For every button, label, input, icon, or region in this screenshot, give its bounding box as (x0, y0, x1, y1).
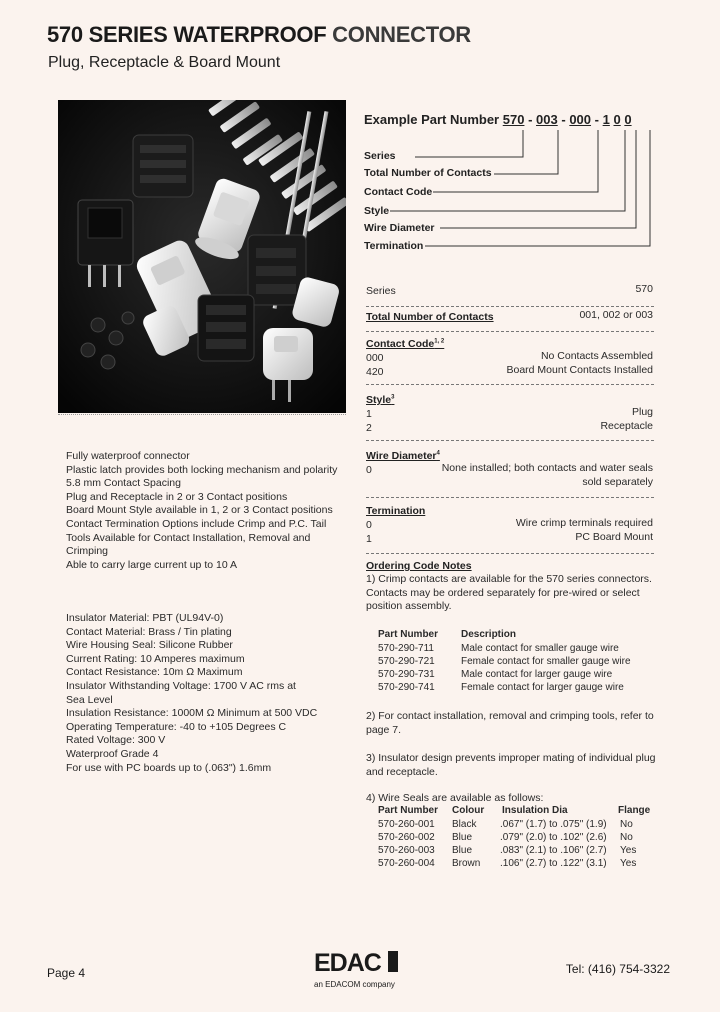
divider (366, 440, 654, 441)
seal-colour: Blue (452, 845, 473, 856)
spec-item: Insulator Withstanding Voltage: 1700 V AC rms at (66, 679, 296, 692)
phone-number: Tel: (416) 754-3322 (565, 962, 670, 976)
spec-item: Rated Voltage: 300 V (66, 734, 166, 747)
pn-code: 000 (569, 112, 592, 127)
pn-separator: - (594, 112, 599, 127)
pn-separator: - (561, 112, 566, 127)
seal-part: 570-260-003 (378, 845, 435, 856)
termination-0-desc: Wire crimp terminals required (515, 517, 653, 529)
termination-1: 1 (366, 533, 372, 545)
pn-wire: 0 (613, 112, 621, 127)
company-logo (312, 947, 412, 989)
contact-code-sup: 1, 2 (434, 338, 445, 345)
seals-col-colour: Colour (452, 805, 485, 816)
svg-text:EDAC: EDAC (314, 949, 381, 977)
example-field-termination: Termination (364, 240, 424, 252)
contacts-row-desc: Female contact for smaller gauge wire (461, 656, 631, 667)
wire-0: 0 (366, 464, 372, 476)
wire-sup: 4 (436, 450, 440, 457)
seal-flange: No (620, 819, 633, 830)
page-title (47, 22, 471, 48)
wire-label: Wire Diameter (366, 450, 437, 462)
seal-dia: .083" (2.1) to .106" (2.7) (500, 845, 607, 856)
feature-item: Fully waterproof connector (66, 450, 190, 462)
spec-item: Contact Resistance: 10m Ω Maximum (66, 666, 243, 679)
product-photo (58, 100, 346, 413)
photo-caption-rule (58, 414, 346, 418)
example-label: Example Part Number (364, 112, 500, 127)
contact-code-000-desc: No Contacts Assembled (540, 350, 653, 362)
spec-item: Insulator Material: PBT (UL94V-0) (66, 612, 224, 624)
contacts-label: Total Number of Contacts (366, 311, 494, 323)
style-1-desc: Plug (631, 406, 653, 418)
contacts-col-desc: Description (461, 629, 517, 640)
seal-colour: Blue (452, 832, 473, 843)
seals-col-part: Part Number (378, 805, 439, 816)
connector-illustration (58, 100, 346, 413)
contacts-row-part: 570-290-741 (378, 682, 435, 693)
pn-contacts: 003 (536, 112, 558, 127)
feature-item: 5.8 mm Contact Spacing (66, 477, 181, 490)
style-1: 1 (366, 408, 372, 420)
spec-item: For use with PC boards up to (.063") 1.6mm (66, 761, 272, 774)
feature-item: Board Mount Style available in 1, 2 or 3 Contact positions (66, 504, 333, 517)
seal-part: 570-260-004 (378, 858, 435, 869)
example-leader-lines (360, 128, 660, 252)
example-part-number (364, 112, 632, 127)
contacts-row-part: 570-290-731 (378, 669, 435, 680)
series-value: 570 (635, 283, 653, 295)
seals-col-flange: Flange (618, 805, 651, 816)
page-subtitle: Plug, Receptacle & Board Mount (48, 54, 281, 71)
seal-dia: .079" (2.0) to .102" (2.6) (500, 832, 607, 843)
series-label: Series (366, 285, 396, 297)
feature-item: Tools Available for Contact Installation, Removal and (66, 531, 311, 544)
style-sup: 3 (391, 394, 395, 401)
divider (366, 331, 654, 332)
example-field-style: Style (364, 205, 390, 217)
style-label: Style (366, 394, 392, 406)
contact-code-label: Contact Code (366, 338, 435, 350)
seal-part: 570-260-001 (378, 819, 435, 830)
divider (366, 384, 654, 385)
feature-item: Crimping (66, 545, 109, 558)
pn-style: 1 (602, 112, 610, 127)
divider (366, 497, 654, 498)
feature-item: Contact Termination Options include Crimp and P.C. Tail (66, 517, 327, 530)
contacts-row-desc: Male contact for larger gauge wire (461, 669, 613, 680)
style-2-desc: Receptacle (600, 420, 653, 432)
title-part1: 570 SERIES WATERPROOF (47, 22, 327, 47)
spec-item: Operating Temperature: -40 to +105 Degrees C (66, 720, 287, 733)
contacts-row-desc: Female contact for larger gauge wire (461, 682, 624, 693)
seal-dia: .106" (2.7) to .122" (3.1) (500, 858, 607, 869)
wire-heading (366, 450, 440, 462)
note-4: 4) Wire Seals are available as follows: (366, 792, 544, 804)
seals-col-dia: Insulation Dia (502, 805, 568, 816)
contacts-value: 001, 002 or 003 (579, 309, 653, 321)
contacts-col-part: Part Number (378, 629, 439, 640)
spec-item: Contact Material: Brass / Tin plating (66, 625, 232, 638)
contacts-row-part: 570-290-711 (378, 643, 434, 654)
spec-item: Wire Housing Seal: Silicone Rubber (66, 639, 233, 652)
example-field-contacts: Total Number of Contacts (364, 167, 492, 179)
seal-dia: .067" (1.7) to .075" (1.9) (500, 819, 607, 830)
note-1: 1) Crimp contacts are available for the 570 series connectors. Contacts may be ordered separately for pre-wired or select position assembly. (366, 573, 652, 613)
style-heading (366, 394, 394, 406)
title-part2: CONNECTOR (332, 22, 471, 47)
pn-separator: - (528, 112, 533, 127)
contacts-row-part: 570-290-721 (378, 656, 435, 667)
termination-0: 0 (366, 519, 372, 531)
logo-sub: an EDACOM company (314, 980, 395, 989)
note-2: 2) For contact installation, removal and crimping tools, refer to page 7. (366, 710, 654, 736)
example-field-wire: Wire Diameter (364, 222, 435, 234)
pn-term: 0 (624, 112, 632, 127)
pn-series: 570 (502, 112, 525, 127)
spec-item: Sea Level (66, 693, 113, 706)
contact-code-000: 000 (366, 352, 384, 364)
notes-heading: Ordering Code Notes (366, 560, 472, 572)
divider (366, 553, 654, 554)
seal-colour: Black (452, 819, 477, 830)
note-3: 3) Insulator design prevents improper mating of individual plug and receptacle. (366, 752, 656, 778)
seal-part: 570-260-002 (378, 832, 435, 843)
contact-code-420-desc: Board Mount Contacts Installed (506, 364, 653, 376)
example-field-series: Series (364, 150, 396, 162)
example-field-code: Contact Code (364, 186, 433, 198)
contact-code-420: 420 (366, 366, 384, 378)
feature-item: Able to carry large current up to 10 A (66, 558, 238, 571)
specs-list (66, 612, 317, 775)
termination-1-desc: PC Board Mount (575, 531, 653, 543)
feature-item: Plug and Receptacle in 2 or 3 Contact positions (66, 490, 288, 503)
spec-item: Waterproof Grade 4 (66, 747, 159, 760)
feature-item: Plastic latch provides both locking mechanism and polarity (66, 463, 338, 476)
features-list (66, 450, 337, 572)
contacts-row-desc: Male contact for smaller gauge wire (461, 643, 619, 654)
seal-flange: Yes (620, 845, 637, 856)
seal-flange: No (620, 832, 633, 843)
edac-logo-icon (312, 947, 412, 977)
seal-flange: Yes (620, 858, 637, 869)
divider (366, 306, 654, 307)
termination-heading: Termination (366, 505, 426, 517)
seal-colour: Brown (452, 858, 481, 869)
contact-code-heading (366, 338, 444, 350)
wire-0-desc2: sold separately (582, 476, 653, 488)
wire-0-desc1: None installed; both contacts and water seals (441, 462, 653, 474)
spec-item: Current Rating: 10 Amperes maximum (66, 652, 245, 665)
page-number: Page 4 (47, 966, 86, 980)
spec-item: Insulation Resistance: 1000M Ω Minimum at 500 VDC (66, 707, 318, 720)
style-2: 2 (366, 422, 372, 434)
